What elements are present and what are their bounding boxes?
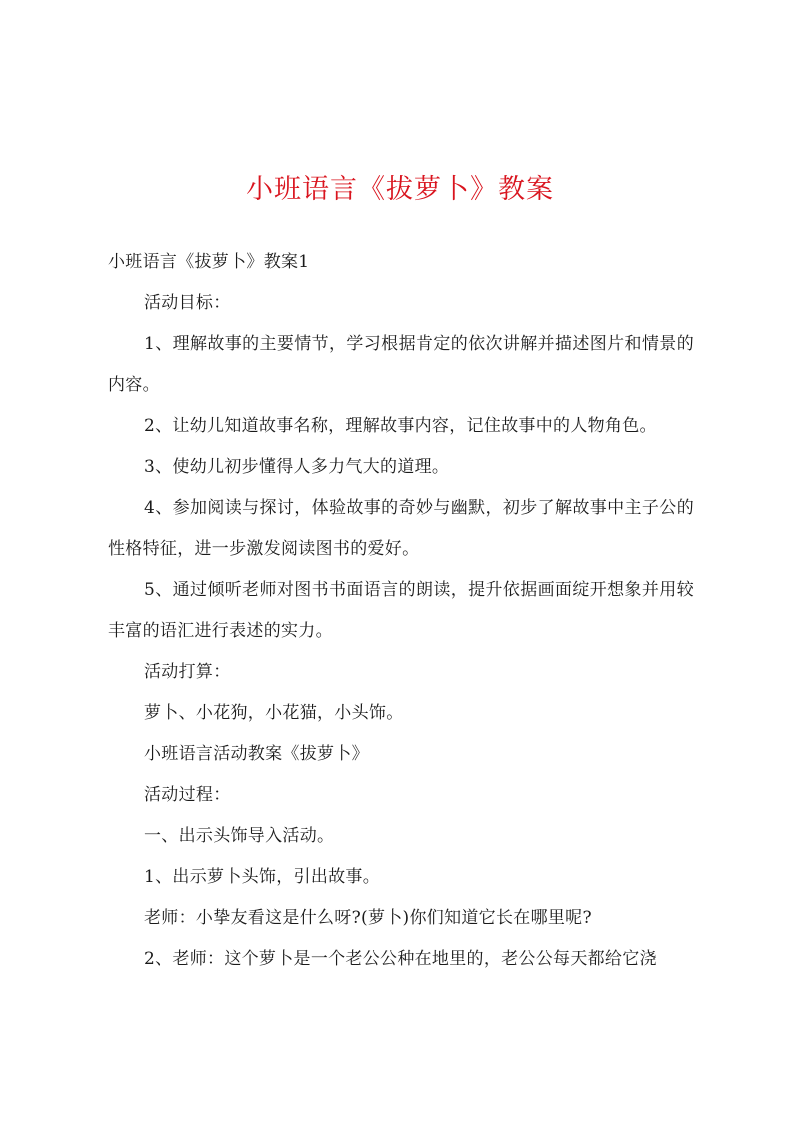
- paragraph: 2、让幼儿知道故事名称，理解故事内容，记住故事中的人物角色。: [144, 416, 657, 436]
- paragraph: 1、出示萝卜头饰，引出故事。: [144, 867, 381, 887]
- section-heading: 小班语言《拔萝卜》教案1: [108, 252, 310, 272]
- document-body: [108, 242, 694, 980]
- paragraph: 4、参加阅读与探讨，体验故事的奇妙与幽默，初步了解故事中主子公的性格特征，进一步激发阅读图书的爱好。: [108, 498, 694, 559]
- paragraph: 活动打算：: [144, 662, 231, 682]
- paragraph: 2、老师：这个萝卜是一个老公公种在地里的，老公公每天都给它浇: [144, 949, 657, 969]
- paragraph: 5、通过倾听老师对图书书面语言的朗读，提升依据画面绽开想象并用较丰富的语汇进行表述的实力。: [108, 580, 694, 641]
- paragraph: 一、出示头饰导入活动。: [144, 826, 335, 846]
- document-title: 小班语言《拔萝卜》教案: [246, 174, 554, 205]
- paragraph: 小班语言活动教案《拔萝卜》: [144, 744, 369, 764]
- paragraph: 1、理解故事的主要情节，学习根据肯定的依次讲解并描述图片和情景的内容。: [108, 334, 694, 395]
- paragraph: 老师：小挚友看这是什么呀?(萝卜)你们知道它长在哪里呢?: [144, 908, 592, 928]
- paragraph: 萝卜、小花狗，小花猫，小头饰。: [144, 703, 404, 723]
- paragraph: 3、使幼儿初步懂得人多力气大的道理。: [144, 457, 450, 477]
- paragraph: 活动过程：: [144, 785, 231, 805]
- paragraph: 活动目标：: [144, 293, 231, 313]
